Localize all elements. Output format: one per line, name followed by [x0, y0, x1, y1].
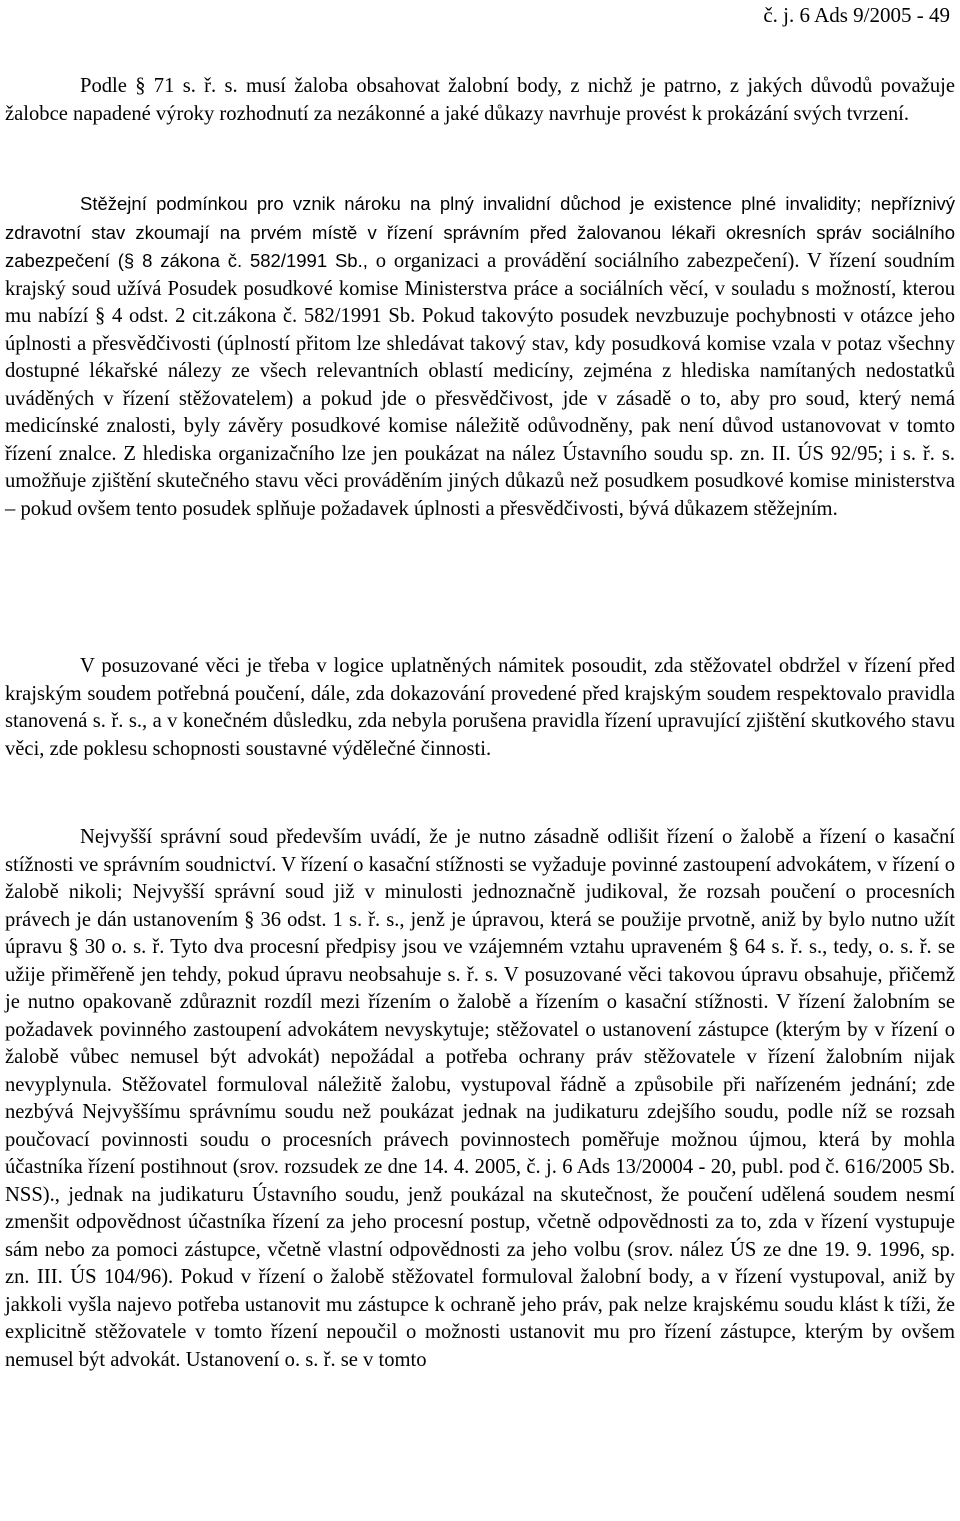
paragraph-3-text: V posuzované věci je třeba v logice uplatněných námitek posoudit, zda stěžovatel obdržel v řízení před krajským soudem potřebná poučení, dále, zda dokazování provedené před krajským soudem respektovalo pravidla stanovená s. ř. s., a v konečném důsledku, zda nebyla porušena pravidla řízení upravující zjištění skutkového stavu věci, zde poklesu schopnosti soustavné výdělečné činnosti.: [5, 655, 955, 760]
paragraph-2-serif-part: o organizaci a provádění sociálního zabezpečení). V řízení soudním krajský soud užívá Posudek posudkové komise Ministerstva práce a sociálních věcí, v souladu s možností, kterou mu nabízí § 4 odst. 2 cit.zákona č. 582/1991 Sb. Pokud takovýto posudek nevzbuzuje pochybnosti v otázce jeho úplnosti a přesvědčivosti (úplností přitom lze shledávat takový stav, kdy posudková komise vzala v potaz všechny dostupné lékařské nálezy ze všech relevantních oblastí medicíny, zejména z hlediska namítaných nedostatků uváděných v řízení stěžovatelem) a pokud jde o přesvědčivost, jde v zásadě o to, aby pro soud, který nemá medicínské znalosti, byly závěry posudkové komise náležitě odůvodněny, pak není důvod ustanovovat v tomto řízení znalce. Z hlediska organizačního lze jen poukázat na nález Ústavního soudu sp. zn. II. ÚS 92/95; i s. ř. s. umožňuje zjištění skutečného stavu věci prováděním jiných důkazů než posudkem posudkové komise ministerstva – pokud ovšem tento posudek splňuje požadavek úplnosti a přesvědčivosti, bývá důkazem stěžejním.: [5, 250, 956, 520]
paragraph-1-text: Podle § 71 s. ř. s. musí žaloba obsahovat žalobní body, z nichž je patrno, z jakých důvodů považuje žalobce napadené výroky rozhodnutí za nezákonné a jaké důkazy navrhuje provést k prokázání svých tvrzení.: [5, 75, 955, 125]
paragraph-3: [5, 653, 955, 763]
paragraph-2-text: [5, 190, 955, 523]
paragraph-2: [5, 190, 955, 523]
paragraph-4-text: Nejvyšší správní soud především uvádí, že je nutno zásadně odlišit řízení o žalobě a řízení o kasační stížnosti ve správním soudnictví. V řízení o kasační stížnosti se vyžaduje povinné zastoupení advokátem, v řízení o žalobě nikoli; Nejvyšší správní soud již v minulosti jednoznačně judikoval, že rozsah poučení o procesních právech je dán ustanovením § 36 odst. 1 s. ř. s., jenž je úpravou, která se použije prvotně, aniž by bylo nutno užít úpravu § 30 o. s. ř. Tyto dva procesní předpisy jsou ve vzájemném vztahu upraveném § 64 s. ř. s., tedy, o. s. ř. se užije přiměřeně jen tehdy, pokud úpravu neobsahuje s. ř. s. V posuzované věci takovou úpravu obsahuje, přičemž je nutno opakovaně zdůraznit rozdíl mezi řízením o žalobě a řízením o kasační stížnosti. V řízení žalobním se požadavek povinného zastoupení advokátem nevyskytuje; stěžovatel o ustanovení zástupce (kterým by v řízení o žalobě vůbec nemusel být advokát) nepožádal a potřeba ochrany práv stěžovatele v řízení žalobním nijak nevyplynula. Stěžovatel formuloval náležitě žalobu, vystupoval řádně a způsobile při nařízeném jednání; zde nezbývá Nejvyššímu správnímu soudu než poukázat jednak na judikaturu zdejšího soudu, podle níž se rozsah poučovací povinnosti soudu o procesních právech povinnostech poměřuje možnou újmou, která by mohla účastníka řízení postihnout (srov. rozsudek ze dne 14. 4. 2005, č. j. 6 Ads 13/20004 - 20, publ. pod č. 616/2005 Sb. NSS)., jednak na judikaturu Ústavního soudu, jenž poukázal na skutečnost, že poučení udělená soudem nesmí zmenšit odpovědnost účastníka řízení za jeho procesní postup, včetně odpovědnosti za to, zda v řízení vystupuje sám nebo za pomoci zástupce, včetně vlastní odpovědnosti za jeho volbu (srov. nález ÚS ze dne 19. 9. 1996, sp. zn. III. ÚS 104/96). Pokud v řízení o žalobě stěžovatel formuloval žalobní body, a v řízení vystupoval, aniž by jakkoli vyšla najevo potřeba ustanovit mu zástupce k ochraně jeho práv, pak nelze krajskému soudu klást k tíži, že explicitně stěžovatele v tomto řízení nepoučil o možnosti ustanovit mu pro řízení zástupce, kterým by ovšem nemusel být advokát. Ustanovení o. s. ř. se v tomto: [5, 826, 955, 1371]
paragraph-1: [5, 73, 955, 128]
paragraph-2-sans-part: Stěžejní podmínkou pro vznik nároku na plný invalidní důchod je existence plné invalidity; nepříznivý zdravotní stav zkoumají na prvém místě v řízení správním před žalovanou lékaři okresních správ sociálního zabezpečení (§ 8 zákona č. 582/1991 Sb.,: [5, 193, 955, 271]
case-reference-header: č. j. 6 Ads 9/2005 - 49: [763, 3, 950, 27]
paragraph-4: [5, 824, 955, 1374]
